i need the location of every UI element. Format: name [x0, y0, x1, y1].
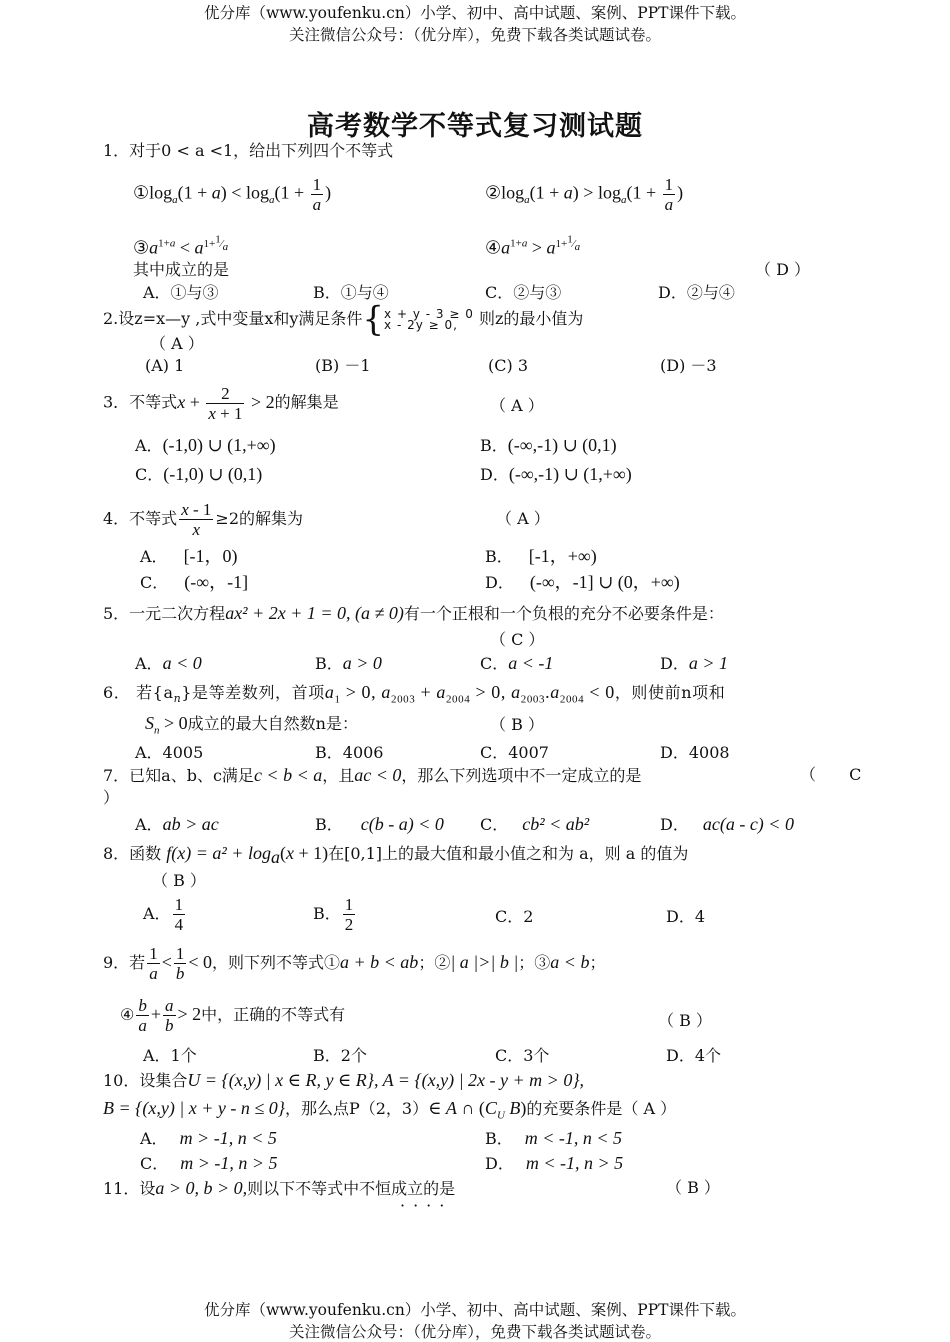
q1-choice-b: B．①与④	[313, 283, 389, 302]
q5-stem: 5．一元二次方程ax² + 2x + 1 = 0, (a ≠ 0)有一个正根和一个负根的充分不必要条件是：	[103, 603, 724, 623]
q1-conclusion: 其中成立的是	[133, 260, 230, 279]
q1-option-2: $②\log_a(1 + a) > \log_a(1$ + $\frac{1}{a}$ )	[485, 175, 684, 214]
q2-choice-d: (D) －3	[660, 356, 717, 375]
q6-choice-c: C．4007	[480, 743, 549, 762]
q2-choice-a: (A) 1	[145, 356, 185, 375]
q4-choice-b: B． [-1，+∞)	[485, 546, 597, 566]
q7-choice-d: D． ac(a - c) < 0	[660, 814, 794, 834]
q7-stem: 7．已知a、b、c满足c < b < a，且ac < 0，那么下列选项中不一定成立的是	[103, 765, 642, 785]
footer-line-1: 优分库（www.youfenku.cn）小学、初中、高中试题、案例、PPT课件下载。	[203, 1301, 747, 1319]
q6-stem: 6． 若$\{a_n\}$是等差数列，首项$a_1 > 0$, $a_{2003} + a_{2004} > 0$, $a_{2003}.a_{2004} < 0$，则使前n项和	[103, 682, 726, 706]
header-line-2: 关注微信公众号：（优分库），免费下载各类试题试卷。	[288, 26, 661, 44]
q6-choice-a: A．4005	[135, 743, 204, 762]
q11-answer: （ B ）	[666, 1178, 720, 1197]
q6-choice-d: D．4008	[660, 743, 730, 762]
q1-stem: 1．对于0 < a <1，给出下列四个不等式	[103, 141, 394, 160]
q5-answer: （ C ）	[490, 630, 545, 649]
q8-choice-d: D．4	[666, 907, 706, 926]
q9-answer: （ B ）	[658, 1011, 712, 1030]
q1-choice-d: D．②与④	[658, 283, 735, 302]
q2-stem: 2.设z=x—y ,式中变量x和y满足条件{ x + y - 3 ≥ 0 x - 2y ≥ 0, 则z的最小值为	[103, 299, 584, 340]
q6-choice-b: B．4006	[315, 743, 384, 762]
q7-choice-b: B． c(b - a) < 0	[315, 814, 444, 834]
q4-choice-c: C． (-∞，-1]	[140, 572, 249, 592]
q9-choice-c: C．3个	[495, 1046, 550, 1065]
q1-option-4: $④a^{1+a} > a^{1+^1⁄_a}$	[485, 233, 581, 258]
q9-choice-a: A．1个	[143, 1046, 197, 1065]
q3-choice-b: B．(-∞,-1) ∪ (0,1)	[480, 435, 617, 455]
q9-stem: 9．若 $\frac{1}{a}$ < $\frac{1}{b}$ < 0，则下列不等式①a + b < ab；②| a |>| b |；③a < b；	[103, 944, 606, 983]
q7-choice-c: C． cb² < ab²	[480, 814, 590, 834]
q5-choice-d: D．a > 1	[660, 653, 728, 673]
q8-answer: （ B ）	[152, 871, 206, 890]
q8-choice-b: B． $\frac{1}{2}$	[313, 895, 354, 934]
q7-answer-close: ）	[103, 788, 120, 807]
q9-choice-d: D．4个	[666, 1046, 722, 1065]
q4-stem: 4．不等式 $\frac{x - 1}{x}$ ≥2的解集为	[103, 500, 303, 539]
q10-choice-b: B． m < -1, n < 5	[485, 1128, 623, 1148]
q3-choice-c: C．(-1,0) ∪ (0,1)	[135, 464, 263, 484]
q3-stem: 3．不等式x + $\frac{2}{x + 1}$ > 2的解集是	[103, 384, 339, 423]
q2-choice-c: (C) 3	[488, 356, 528, 375]
footer-line-2: 关注微信公众号：（优分库），免费下载各类试题试卷。	[288, 1323, 661, 1341]
q10-choice-a: A． m > -1, n < 5	[140, 1128, 277, 1148]
header-line-1: 优分库（www.youfenku.cn）小学、初中、高中试题、案例、PPT课件下载。	[203, 4, 747, 22]
q8-choice-a: A． $\frac{1}{4}$	[143, 895, 184, 934]
q9-stem-line2: ④ $\frac{b}{a}$ + $\frac{a}{b}$ > 2中，正确的不等式有	[120, 996, 346, 1035]
page-title: 高考数学不等式复习测试题	[307, 111, 643, 142]
q1-option-1: $①\log_a(1 + a) < \log_a(1$ + $\frac{1}{a}$ )	[133, 175, 332, 214]
q10-stem-line2: B = {(x,y) | x + y - n ≤ 0}，那么点P（2，3）∈ A ∩ ($C_U$ B)的充要条件是（ A ）	[103, 1098, 677, 1122]
q7-choice-a: A．ab > ac	[135, 814, 219, 834]
q9-choice-b: B．2个	[313, 1046, 367, 1065]
q2-answer: （ A ）	[150, 334, 204, 353]
q1-option-3: $③a^{1+a} < a^{1+^1⁄_a}$	[133, 233, 229, 258]
q5-choice-c: C．a < -1	[480, 653, 554, 673]
q6-answer: （ B ）	[490, 715, 544, 734]
q6-stem-line2: $S_n > 0$成立的最大自然数n是：	[145, 713, 358, 737]
q10-choice-d: D． m < -1, n > 5	[485, 1153, 624, 1173]
q4-choice-d: D． (-∞，-1] ∪ (0，+∞)	[485, 572, 680, 592]
q5-choice-a: A．a < 0	[135, 653, 202, 673]
q8-choice-c: C．2	[495, 907, 534, 926]
q10-choice-c: C． m > -1, n > 5	[140, 1153, 278, 1173]
q1-choice-a: A．①与③	[143, 283, 219, 302]
q11-stem: 11．设a > 0, b > 0,则以下不等式中不恒成立的是	[103, 1178, 456, 1198]
q3-choice-a: A．(-1,0) ∪ (1,+∞)	[135, 435, 276, 455]
q1-answer: （ D ）	[755, 260, 811, 279]
q4-choice-a: A． [-1，0)	[140, 546, 238, 566]
q2-choice-b: (B) －1	[315, 356, 371, 375]
q10-stem: 10．设集合U = {(x,y) | x ∈ R, y ∈ R}, A = {(x,y) | 2x - y + m > 0},	[103, 1070, 585, 1090]
emphasis-dots: ····	[400, 1196, 453, 1215]
q3-choice-d: D．(-∞,-1) ∪ (1,+∞)	[480, 464, 632, 484]
q8-stem: 8．函数 $f(x) = a^2 + \log_a(x + 1)$在[0,1]上的最大值和最小值之和为 a，则 a 的值为	[103, 843, 689, 868]
q4-answer: （ A ）	[496, 509, 550, 528]
q5-choice-b: B．a > 0	[315, 653, 382, 673]
q1-choice-c: C．②与③	[485, 283, 562, 302]
q3-answer: （ A ）	[490, 396, 544, 415]
q7-answer: （ C	[800, 765, 876, 784]
